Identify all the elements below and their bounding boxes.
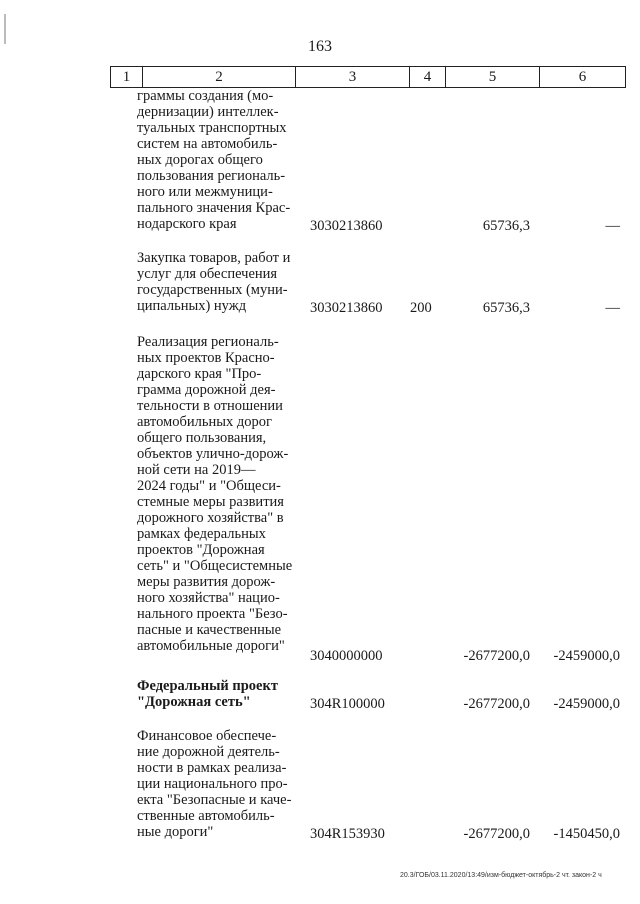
desc-line: объектов улично-дорож-	[137, 446, 289, 462]
desc-line: ные дороги"	[137, 824, 214, 840]
row-amount-col5: 65736,3	[482, 300, 530, 316]
desc-line: ного хозяйства" нацио-	[137, 590, 280, 606]
desc-line: систем на автомобиль-	[137, 136, 278, 152]
row-amount-col5: -2677200,0	[463, 826, 530, 842]
row-description	[137, 728, 297, 840]
row-description	[137, 334, 297, 654]
row-code: 3030213860	[310, 300, 383, 316]
desc-line: ции национального про-	[137, 776, 288, 792]
desc-line: туальных транспортных	[137, 120, 287, 136]
desc-line: 2024 годы" и "Общеси-	[137, 478, 281, 494]
desc-line: нодарского края	[137, 216, 237, 232]
desc-line: пального значения Крас-	[137, 200, 291, 216]
desc-line: услуг для обеспечения	[137, 266, 278, 282]
desc-line: ципальных) нужд	[137, 298, 247, 314]
header-col-6: 6	[539, 67, 626, 87]
row-code: 3040000000	[310, 648, 383, 664]
desc-line: дарского края "Про-	[137, 366, 262, 382]
desc-line: Реализация региональ-	[137, 334, 279, 350]
desc-line: нального проекта "Безо-	[137, 606, 288, 622]
desc-line: автомобильные дороги"	[137, 638, 285, 654]
desc-line: общего пользования,	[137, 430, 267, 446]
desc-line: граммы создания (мо-	[137, 88, 274, 104]
desc-line: меры развития дорож-	[137, 574, 276, 590]
desc-line: грамма дорожной дея-	[137, 382, 276, 398]
row-amount-col6: —	[605, 300, 620, 316]
header-col-3: 3	[295, 67, 409, 87]
row-code: 304R153930	[310, 826, 385, 842]
desc-line: государственных (муни-	[137, 282, 288, 298]
table-header	[110, 66, 626, 88]
page-number: 163	[308, 38, 332, 55]
row-expense-type: 200	[410, 300, 432, 316]
header-col-5: 5	[445, 67, 539, 87]
desc-line: тельности в отношении	[137, 398, 283, 414]
header-col-2: 2	[142, 67, 295, 87]
header-col-4: 4	[409, 67, 445, 87]
row-amount-col6: -1450450,0	[553, 826, 620, 842]
row-amount-col5: 65736,3	[482, 218, 530, 234]
desc-line: дорожного хозяйства" в	[137, 510, 284, 526]
desc-line: Федеральный проект	[137, 678, 278, 694]
desc-line: стемные меры развития	[137, 494, 284, 510]
desc-line: ности в рамках реализа-	[137, 760, 287, 776]
desc-line: сеть" и "Общесистемные	[137, 558, 293, 574]
row-amount-col6: -2459000,0	[553, 696, 620, 712]
row-description	[137, 250, 297, 314]
desc-line: ных дорогах общего	[137, 152, 263, 168]
desc-line: "Дорожная сеть"	[137, 694, 251, 710]
desc-line: дернизации) интеллек-	[137, 104, 279, 120]
desc-line: проектов "Дорожная	[137, 542, 265, 558]
desc-line: ственные автомобиль-	[137, 808, 275, 824]
row-code: 3030213860	[310, 218, 383, 234]
desc-line: ной сети на 2019—	[137, 462, 256, 478]
row-amount-col5: -2677200,0	[463, 648, 530, 664]
row-code: 304R100000	[310, 696, 385, 712]
desc-line: ного или межмуници-	[137, 184, 273, 200]
row-amount-col6: —	[605, 218, 620, 234]
row-description	[137, 678, 297, 710]
row-amount-col5: -2677200,0	[463, 696, 530, 712]
desc-line: Финансовое обеспече-	[137, 728, 277, 744]
desc-line: ных проектов Красно-	[137, 350, 275, 366]
footer-filename: 20.3/ГОБ/03.11.2020/13:49/изм-бюджет-октябрь-2 чт. закон-2 ч	[400, 872, 602, 879]
row-description	[137, 88, 297, 232]
row-amount-col6: -2459000,0	[553, 648, 620, 664]
desc-line: Закупка товаров, работ и	[137, 250, 291, 266]
header-col-1: 1	[110, 67, 142, 87]
desc-line: пользования региональ-	[137, 168, 286, 184]
desc-line: ние дорожной деятель-	[137, 744, 280, 760]
desc-line: автомобильных дорог	[137, 414, 272, 430]
desc-line: екта "Безопасные и каче-	[137, 792, 292, 808]
desc-line: рамках федеральных	[137, 526, 266, 542]
desc-line: пасные и качественные	[137, 622, 282, 638]
